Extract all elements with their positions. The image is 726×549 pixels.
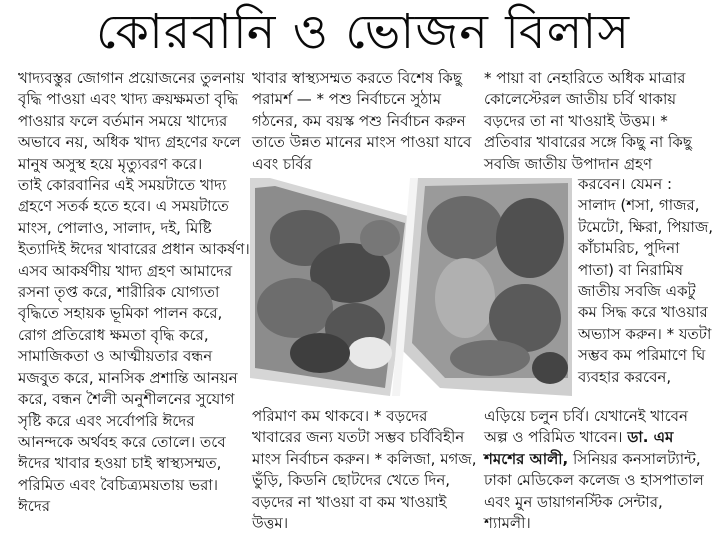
- food-photo: [250, 178, 572, 396]
- article-column-3-middle: [578, 174, 714, 388]
- paragraph: * পায়া বা নেহারিতে অধিক মাত্রার কোলেস্টেরল জাতীয় চর্বি থাকায় বড়দের তা না খাওয়াই উত্তম। * প্রতিবার খাবারের সঙ্গে কিছু না কিছু সবজি জাতীয় উপাদান গ্রহণ: [484, 69, 692, 173]
- article-column-3-bottom: [484, 406, 714, 534]
- paragraph: [484, 406, 714, 534]
- paragraph: পরিমাণ কম থাকবে। * বড়দের খাবারের জন্য যতটা সম্ভব চর্বিবিহীন মাংস নির্বাচন করুন। * কলিজা, মগজ, ভুঁড়ি, কিডনি ছোটদের খেতে দিন, বড়দের না খাওয়া বা কম খাওয়াই উত্তম।: [252, 407, 477, 533]
- author-name: ডা. এম শমশের আলী,: [484, 428, 674, 468]
- article-column-2-bottom: [252, 406, 478, 534]
- paragraph: তাই কোরবানির এই সময়টাতে খাদ্য গ্রহণে সতর্ক হতে হবে। এ সময়টাতে মাংস, পোলাও, সালাদ, দই, মিষ্টি ইত্যাদিই ঈদের খাবারের প্রধান আকর্ষণ। এসব আকর্ষণীয় খাদ্য গ্রহণ আমাদের রসনা তৃপ্ত করে, শারীরিক যোগ্যতা বৃদ্ধিতে সহায়ক ভূমিকা পালন করে, রোগ প্রতিরোধ ক্ষমতা বৃদ্ধি করে, সামাজিকতা ও আত্মীয়তার বন্ধন মজবুত করে, মানসিক প্রশান্তি আনয়ন করে, বন্ধন শৈলী অনুশীলনের সুযোগ সৃষ্টি করে এবং সর্বোপরি ঈদের আনন্দকে অর্থবহ করে তোলে। তবে ঈদের খাবার হওয়া চাই স্বাস্থ্যসম্মত, পরিমিত এবং বৈচিত্র্যময়তায় ভরা। ঈদের: [18, 176, 250, 516]
- paragraph: খাবার স্বাস্থ্যসম্মত করতে বিশেষ কিছু পরামর্শ — * পশু নির্বাচনে সুঠাম গঠনের, কম বয়স্ক পশু নির্বাচন করুন তাতে উন্নত মানের মাংস পাওয়া যাবে এবং চর্বির: [252, 69, 472, 173]
- closing-text: এড়িয়ে চলুন চর্বি। যেখানেই খাবেন অল্প ও পরিমিত খাবেন।: [484, 407, 688, 447]
- article-column-2-top: [252, 68, 478, 175]
- article-column-3-top: [484, 68, 714, 175]
- paragraph: করবেন। যেমন : সালাদ (শসা, গাজর, টমেটো, ক্ষিরা, পিয়াজ, কাঁচামরিচ, পুদিনা পাতা) বা নিরামিষ জাতীয় সবজি একটু কম সিদ্ধ করে খাওয়ার অভ্যাস করুন। * যতটা সম্ভব কম পরিমাণে ঘি ব্যবহার করবেন,: [578, 175, 714, 386]
- page-headline: কোরবানি ও ভোজন বিলাস: [95, 4, 631, 60]
- food-photo-graphic: [250, 178, 572, 396]
- paragraph: খাদ্যবস্তুর জোগান প্রয়োজনের তুলনায় বৃদ্ধি পাওয়া এবং খাদ্য ক্রয়ক্ষমতা বৃদ্ধি পাওয়ার ফলে বর্তমান সময়ে খাদ্যের অভাবে নয়, অধিক খাদ্য গ্রহণের ফলে মানুষ অসুস্থ হয়ে মৃত্যুবরণ করে।: [18, 69, 245, 173]
- author-description: সিনিয়র কনসালট্যান্ট, ঢাকা মেডিকেল কলেজ ও হাসপাতাল এবং মুন ডায়াগনস্টিক সেন্টার, শ্যামলী।: [484, 449, 704, 533]
- article-column-1: [18, 68, 250, 518]
